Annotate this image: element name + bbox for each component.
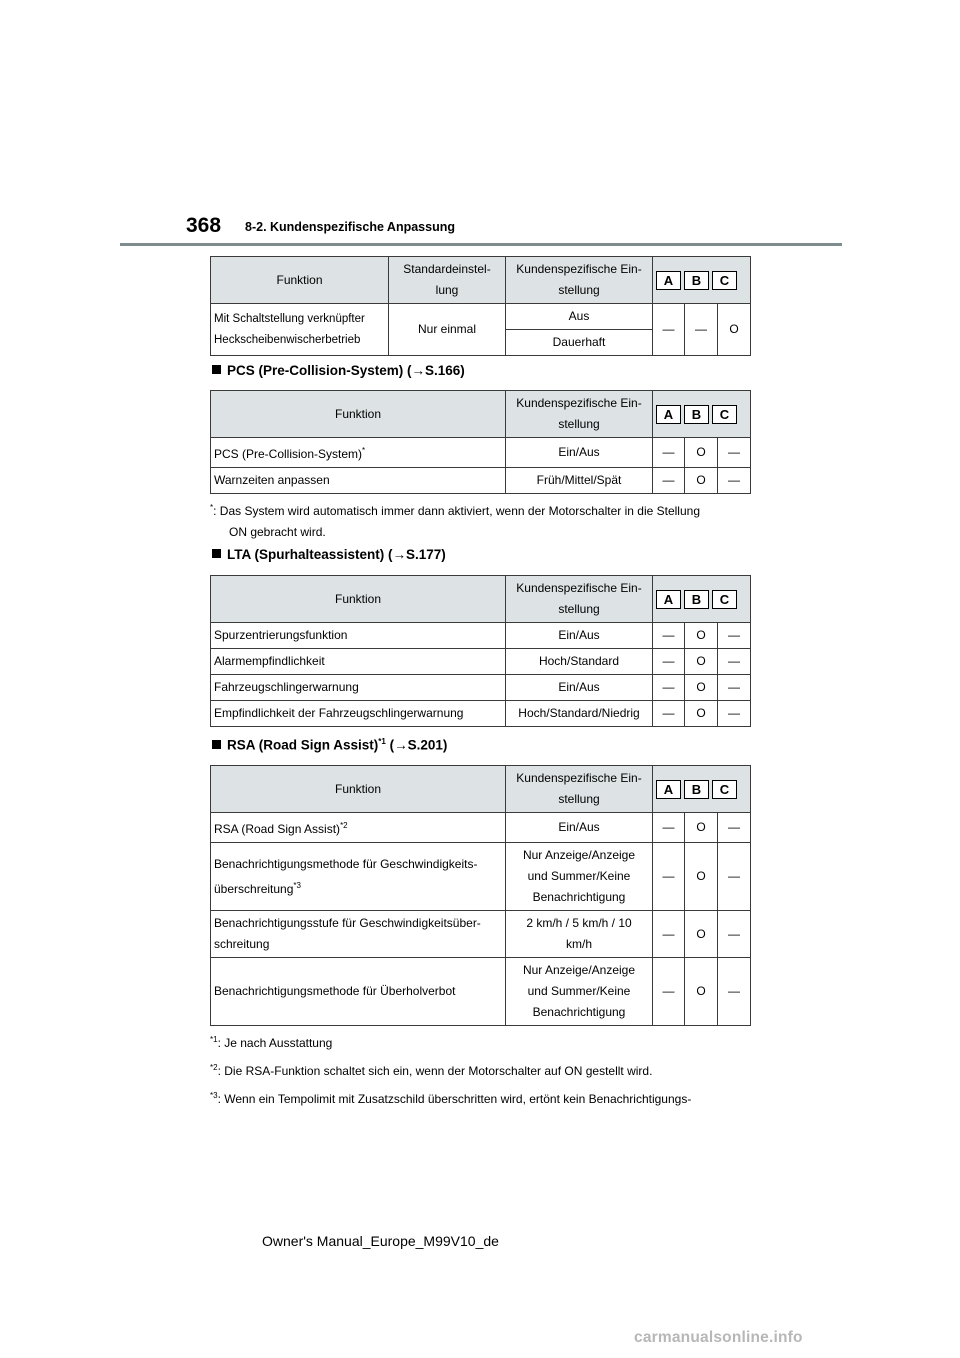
table-header-row	[211, 391, 751, 438]
table-lta	[210, 575, 751, 727]
table-rsa	[210, 765, 751, 1026]
col-standard: Standardeinstel- lung	[389, 257, 506, 304]
page-number: 368	[186, 214, 222, 237]
a-cell: —	[653, 843, 685, 911]
b-cell: O	[685, 675, 718, 701]
table-row	[211, 304, 751, 330]
a-cell: —	[653, 958, 685, 1026]
b-cell: O	[685, 911, 718, 958]
table-row	[211, 911, 751, 958]
watermark: carmanualsonline.info	[634, 1329, 803, 1346]
footnote: $^{*2}$: Die RSA-Funktion schaltet sich ein, wenn der Motorschalter auf ON gestellt wird.	[210, 1063, 653, 1078]
func-cell: Alarmempfindlichkeit	[211, 649, 506, 675]
table-row	[211, 813, 751, 843]
col-abc	[653, 766, 751, 813]
setting-cell: Ein/Aus	[506, 438, 653, 468]
c-cell: —	[718, 911, 751, 958]
c-cell: —	[718, 843, 751, 911]
setting-cell: Nur Anzeige/Anzeige und Summer/Keine Benachrichtigung	[506, 958, 653, 1026]
badge-a: A	[656, 271, 681, 290]
b-cell: O	[685, 958, 718, 1026]
c-cell: —	[718, 623, 751, 649]
a-cell: —	[653, 911, 685, 958]
pcs-heading: PCS (Pre-Collision-System) (→S.166)	[212, 363, 465, 378]
table-header-row	[211, 766, 751, 813]
footer-manual-name: Owner's Manual_Europe_M99V10_de	[262, 1233, 499, 1249]
func-cell: Benachrichtigungsmethode für Überholverbot	[211, 958, 506, 1026]
a-cell: —	[653, 813, 685, 843]
func-cell: PCS (Pre-Collision-System)*	[211, 438, 506, 468]
col-funktion: Funktion	[211, 576, 506, 623]
col-kunden: Kundenspezifische Ein- stellung	[506, 391, 653, 438]
col-abc	[653, 576, 751, 623]
badge-c: C	[712, 405, 737, 424]
b-cell: O	[685, 701, 718, 727]
func-cell: Benachrichtigungsstufe für Geschwindigkeitsüber- schreitung	[211, 911, 506, 958]
table-rear-wiper	[210, 256, 751, 356]
table-row	[211, 701, 751, 727]
c-cell: —	[718, 701, 751, 727]
table-row	[211, 468, 751, 494]
col-abc	[653, 391, 751, 438]
option-cell: Aus	[506, 304, 653, 330]
col-funktion: Funktion	[211, 766, 506, 813]
table-pcs	[210, 390, 751, 494]
badge-c: C	[712, 590, 737, 609]
setting-cell: Nur Anzeige/Anzeige und Summer/Keine Benachrichtigung	[506, 843, 653, 911]
c-cell: —	[718, 438, 751, 468]
setting-cell: Ein/Aus	[506, 813, 653, 843]
a-cell: —	[653, 649, 685, 675]
setting-cell: Ein/Aus	[506, 623, 653, 649]
table-row	[211, 675, 751, 701]
b-cell: O	[685, 813, 718, 843]
table-row	[211, 649, 751, 675]
col-funktion: Funktion	[211, 257, 389, 304]
badge-c: C	[712, 780, 737, 799]
func-cell: Mit Schaltstellung verknüpfter Heckscheibenwischerbetrieb	[211, 304, 389, 356]
b-cell: O	[685, 438, 718, 468]
col-kunden: Kundenspezifische Ein- stellung	[506, 766, 653, 813]
col-funktion: Funktion	[211, 391, 506, 438]
b-cell: O	[685, 649, 718, 675]
c-cell: —	[718, 675, 751, 701]
setting-cell: 2 km/h / 5 km/h / 10 km/h	[506, 911, 653, 958]
c-cell: —	[718, 958, 751, 1026]
setting-cell: Hoch/Standard	[506, 649, 653, 675]
table-row	[211, 438, 751, 468]
a-cell: —	[653, 701, 685, 727]
setting-cell: Ein/Aus	[506, 675, 653, 701]
func-cell: Benachrichtigungsmethode für Geschwindigkeits- überschreitung$^{*3}$	[211, 843, 506, 911]
func-cell: RSA (Road Sign Assist)$^{*2}$	[211, 813, 506, 843]
col-kunden: Kundenspezifische Ein- stellung	[506, 576, 653, 623]
a-cell: —	[653, 623, 685, 649]
b-cell: —	[685, 304, 718, 356]
badge-c: C	[712, 271, 737, 290]
col-abc	[653, 257, 751, 304]
default-cell: Nur einmal	[389, 304, 506, 356]
a-cell: —	[653, 468, 685, 494]
func-cell: Empfindlichkeit der Fahrzeugschlingerwarnung	[211, 701, 506, 727]
b-cell: O	[685, 843, 718, 911]
badge-b: B	[684, 590, 709, 609]
table-row	[211, 958, 751, 1026]
setting-cell: Hoch/Standard/Niedrig	[506, 701, 653, 727]
col-kunden: Kundenspezifische Ein- stellung	[506, 257, 653, 304]
b-cell: O	[685, 468, 718, 494]
func-cell: Fahrzeugschlingerwarnung	[211, 675, 506, 701]
table-row	[211, 843, 751, 911]
table-header-row	[211, 576, 751, 623]
c-cell: —	[718, 649, 751, 675]
badge-b: B	[684, 780, 709, 799]
badge-b: B	[684, 405, 709, 424]
func-cell: Warnzeiten anpassen	[211, 468, 506, 494]
a-cell: —	[653, 438, 685, 468]
header-rule	[120, 243, 842, 246]
footnote: $^{*1}$: Je nach Ausstattung	[210, 1035, 333, 1050]
badge-a: A	[656, 405, 681, 424]
pcs-footnote: *: Das System wird automatisch immer dann aktiviert, wenn der Motorschalter in die Stellung ON gebracht wird.	[210, 503, 700, 539]
badge-a: A	[656, 590, 681, 609]
c-cell: —	[718, 468, 751, 494]
badge-b: B	[684, 271, 709, 290]
a-cell: —	[653, 304, 685, 356]
b-cell: O	[685, 623, 718, 649]
rsa-footnotes	[210, 1029, 691, 1110]
footnote: $^{*3}$: Wenn ein Tempolimit mit Zusatzschild überschritten wird, ertönt kein Benachrichtigungs-	[210, 1091, 692, 1106]
setting-cell: Früh/Mittel/Spät	[506, 468, 653, 494]
lta-heading: LTA (Spurhalteassistent) (→S.177)	[212, 547, 446, 562]
section-title: 8-2. Kundenspezifische Anpassung	[245, 220, 455, 234]
a-cell: —	[653, 675, 685, 701]
table-header-row	[211, 257, 751, 304]
c-cell: O	[718, 304, 751, 356]
func-cell: Spurzentrierungsfunktion	[211, 623, 506, 649]
option-cell: Dauerhaft	[506, 330, 653, 356]
rsa-heading: RSA (Road Sign Assist)$^{*1}$ (→S.201)	[212, 737, 447, 753]
badge-a: A	[656, 780, 681, 799]
table-row	[211, 623, 751, 649]
c-cell: —	[718, 813, 751, 843]
